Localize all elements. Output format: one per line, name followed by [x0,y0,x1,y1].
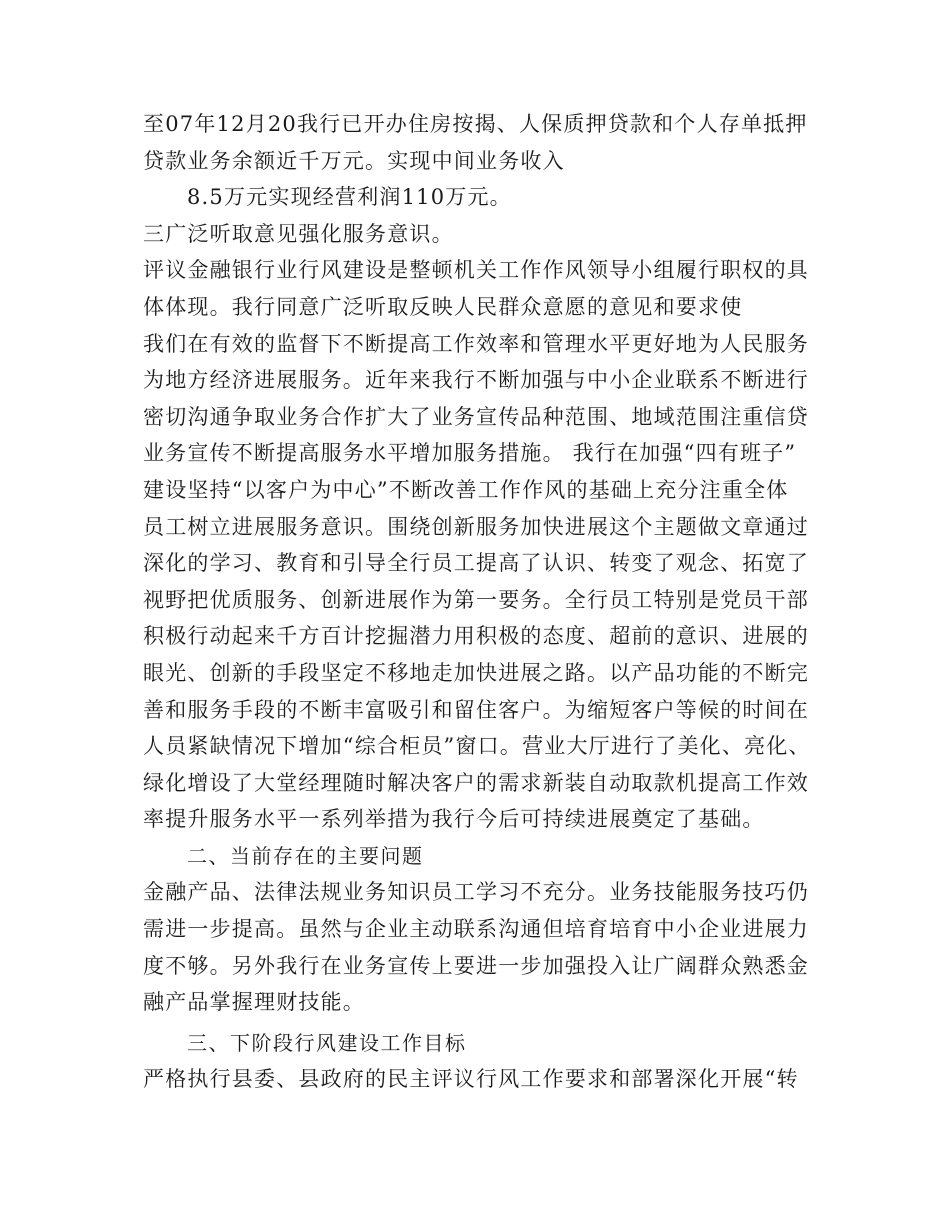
paragraph-line: 融产品掌握理财技能。 [143,990,365,1015]
paragraph-line: 体体现。我行同意广泛听取反映人民群众意愿的意见和要求使 [143,294,743,319]
paragraph-line: 眼光、创新的手段坚定不移地走加快进展之路。以产品功能的不断完 [143,660,809,685]
paragraph-line: 视野把优质服务、创新进展作为第一要务。全行员工特别是党员干部 [143,587,809,612]
paragraph-line: 密切沟通争取业务合作扩大了业务宣传品种范围、地域范围注重信贷 [143,404,809,429]
paragraph-line: 严格执行县委、县政府的民主评议行风工作要求和部署深化开展“转 [143,1067,799,1092]
section-heading-line: 三广泛听取意见强化服务意识。 [143,221,454,246]
paragraph-line: 积极行动起来千方百计挖掘潜力用积极的态度、超前的意识、进展的 [143,624,809,649]
paragraph-line: 贷款业务余额近千万元。实现中间业务收入 [143,148,565,173]
paragraph-line: 员工树立进展服务意识。围绕创新服务加快进展这个主题做文章通过 [143,514,809,539]
section-heading: 三、下阶段行风建设工作目标 [187,1030,467,1055]
paragraph-line: 为地方经济进展服务。近年来我行不断加强与中小企业联系不断进行 [143,368,809,393]
section-heading: 二、当前存在的主要问题 [187,843,424,868]
paragraph-line: 需进一步提高。虽然与企业主动联系沟通但培育培育中小企业进展力 [143,917,809,942]
paragraph-line: 度不够。另外我行在业务宣传上要进一步加强投入让广阔群众熟悉金 [143,953,809,978]
paragraph-line: 率提升服务水平一系列举措为我行今后可持续进展奠定了基础。 [143,807,765,832]
document-body [143,106,823,1098]
paragraph-line: 业务宣传不断提高服务水平增加服务措施。 我行在加强“四有班子” [143,441,797,466]
paragraph-line: 善和服务手段的不断丰富吸引和留住客户。为缩短客户等候的时间在 [143,697,809,722]
paragraph-line: 至07年12月20我行已开办住房按揭、人保质押贷款和个人存单抵押 [143,112,808,136]
paragraph-line: 我们在有效的监督下不断提高工作效率和管理水平更好地为人民服务 [143,331,809,356]
paragraph-line: 深化的学习、教育和引导全行员工提高了认识、转变了观念、拓宽了 [143,551,809,576]
paragraph-line: 建设坚持“以客户为中心”不断改善工作作风的基础上充分注重全体 [143,477,789,502]
paragraph-line: 评议金融银行业行风建设是整顿机关工作作风领导小组履行职权的具 [143,258,809,283]
paragraph-line: 绿化增设了大堂经理随时解决客户的需求新装自动取款机提高工作效 [143,770,809,795]
paragraph-line: 金融产品、法律法规业务知识员工学习不充分。业务技能服务技巧仍 [143,880,809,905]
paragraph-line: 人员紧缺情况下增加“综合柜员”窗口。营业大厅进行了美化、亮化、 [143,734,811,759]
paragraph-line: 8.5万元实现经营利润110万元。 [187,185,512,210]
